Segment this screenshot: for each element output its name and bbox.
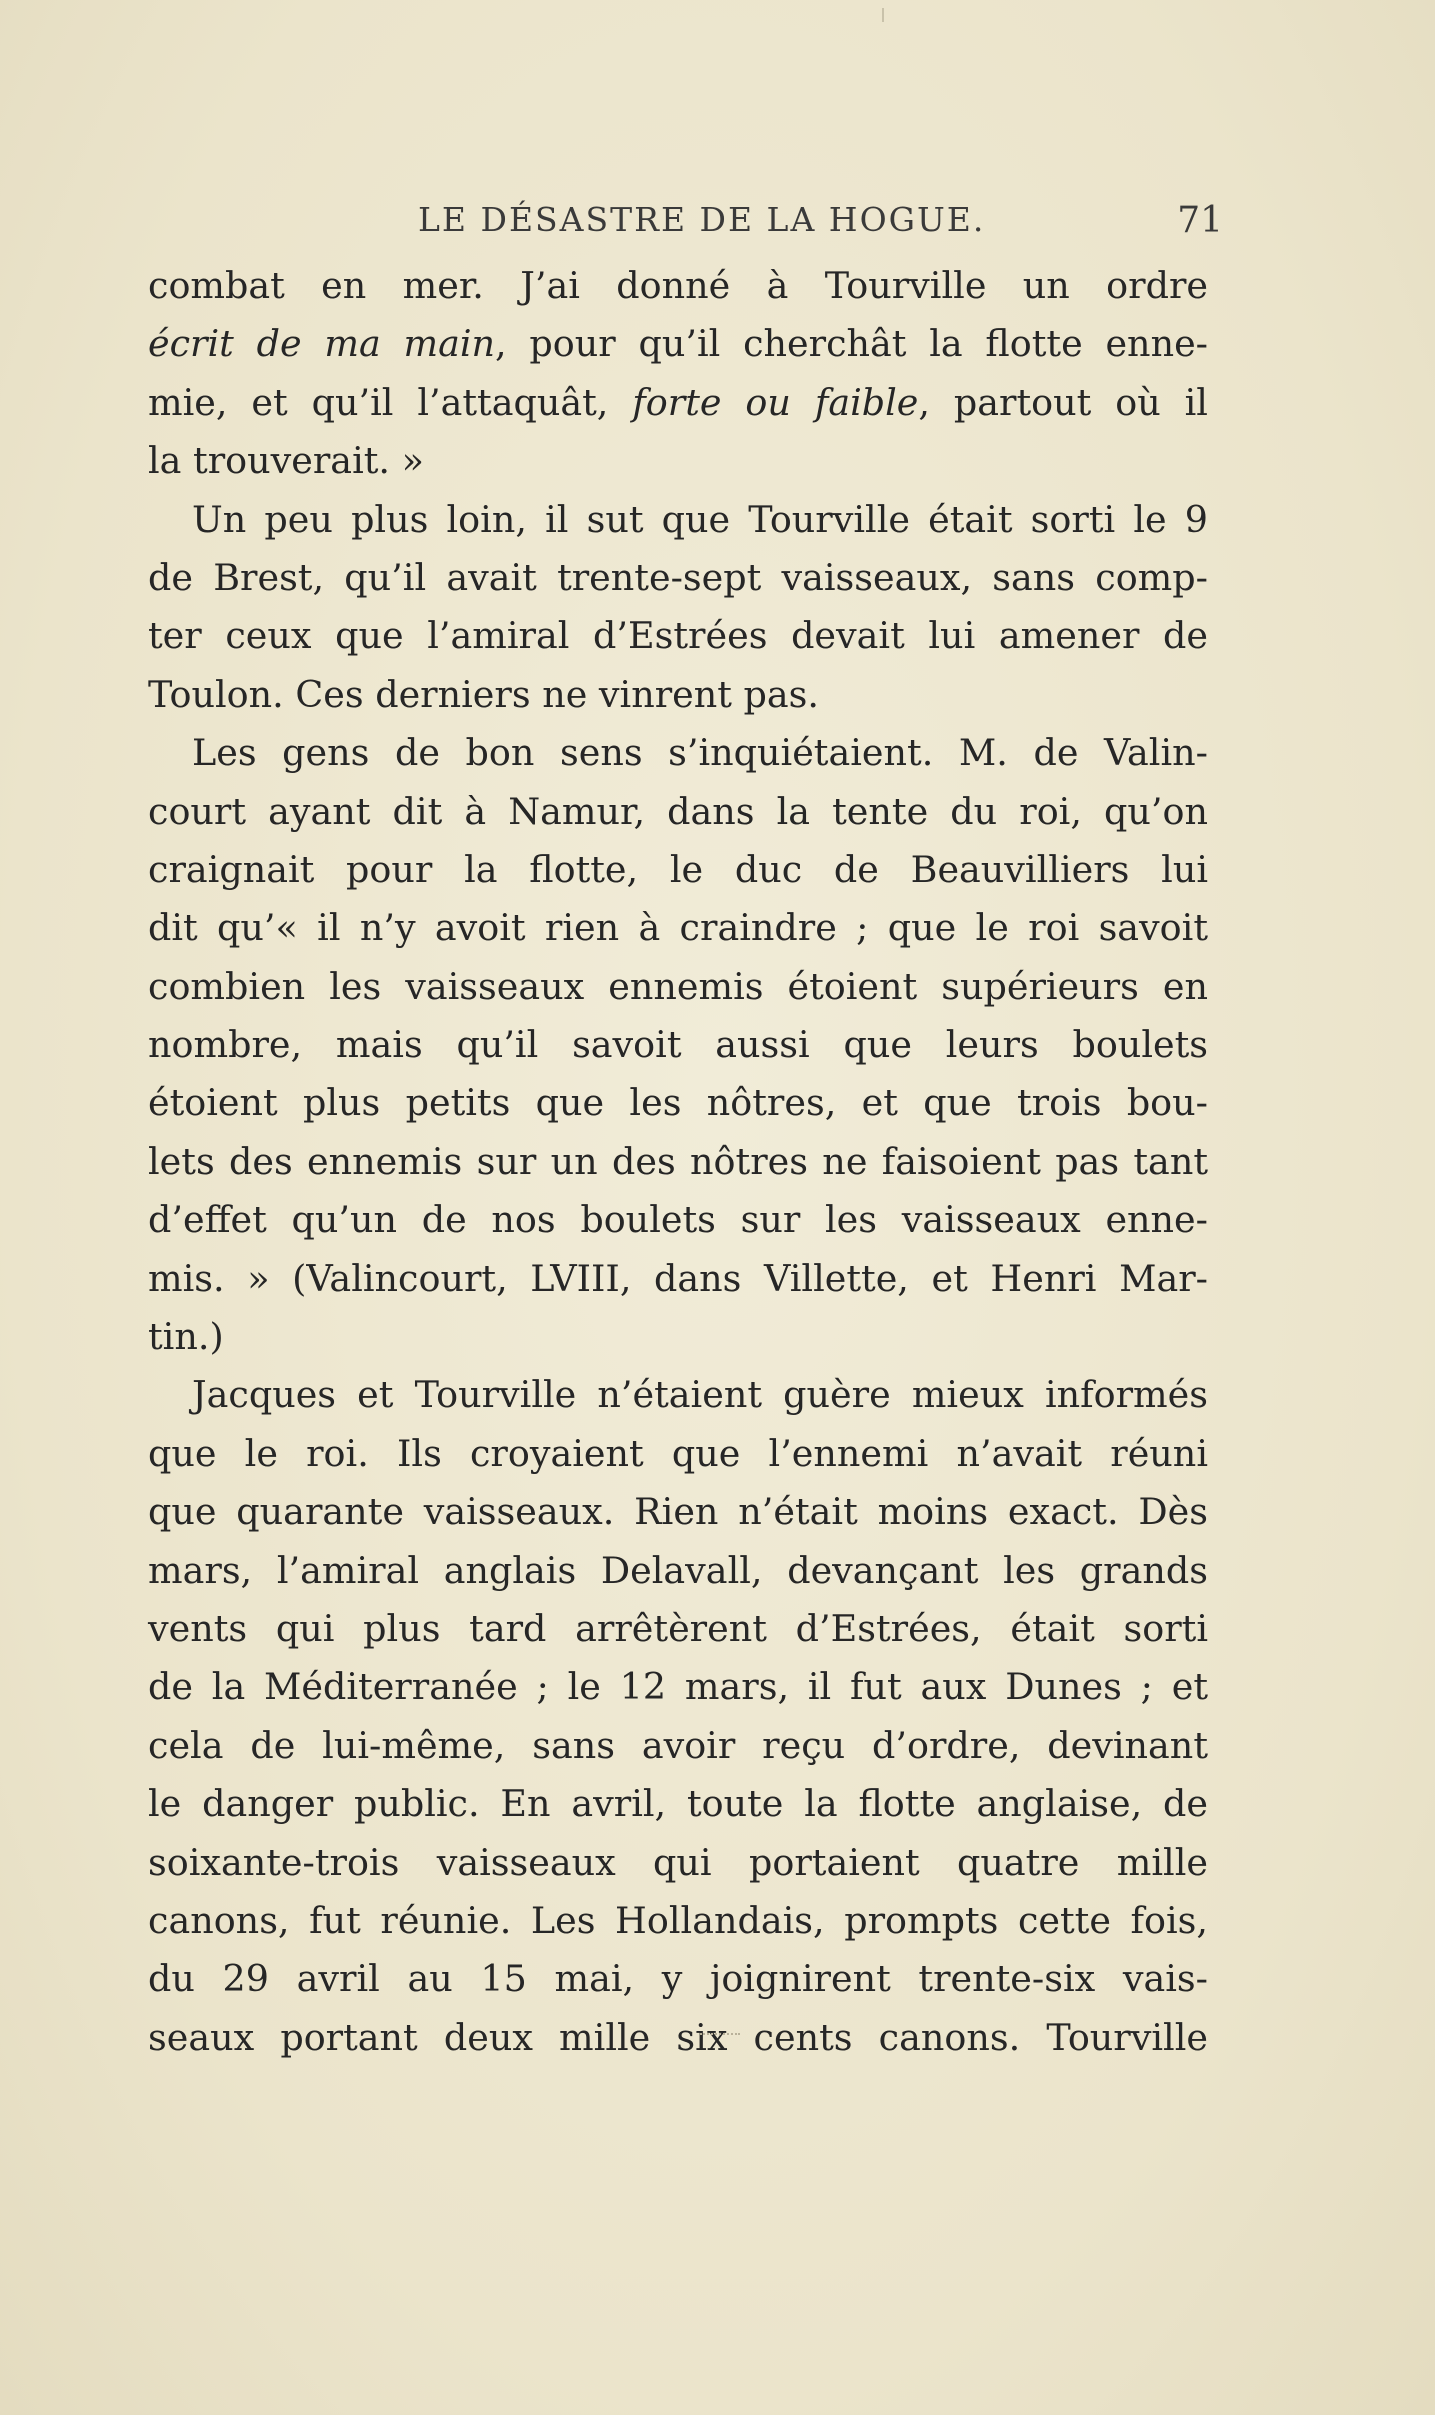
- text-line: court ayant dit à Namur, dans la tente du roi, qu’on: [148, 789, 1208, 833]
- text-line: Les gens de bon sens s’inquiétaient. M. de Valin-: [192, 731, 1208, 775]
- text-line: du 29 avril au 15 mai, y joignirent trente-six vais-: [148, 1957, 1208, 2001]
- page-number: 71: [1177, 200, 1223, 241]
- text-line: mie, et qu’il l’attaquât, forte ou faible, partout où il: [148, 380, 1208, 424]
- text-line: combien les vaisseaux ennemis étoient supérieurs en: [148, 964, 1208, 1008]
- page-footer-mark: [700, 2033, 740, 2037]
- text-line: que quarante vaisseaux. Rien n’était moins exact. Dès: [148, 1490, 1208, 1534]
- text-line: de Brest, qu’il avait trente-sept vaisseaux, sans comp-: [148, 555, 1208, 599]
- text-line: seaux portant deux mille six cents canons. Tourville: [148, 2015, 1208, 2059]
- text-line: ter ceux que l’amiral d’Estrées devait lui amener de: [148, 614, 1208, 658]
- text-line: de la Méditerranée ; le 12 mars, il fut aux Dunes ; et: [148, 1665, 1208, 1709]
- text-line: que le roi. Ils croyaient que l’ennemi n’avait réuni: [148, 1431, 1208, 1475]
- text-line: mars, l’amiral anglais Delavall, devançant les grands: [148, 1548, 1208, 1592]
- text-line: cela de lui-même, sans avoir reçu d’ordre, devinant: [148, 1723, 1208, 1767]
- text-line: nombre, mais qu’il savoit aussi que leurs boulets: [148, 1023, 1208, 1067]
- text-line: soixante-trois vaisseaux qui portaient quatre mille: [148, 1840, 1208, 1884]
- text-line: écrit de ma main, pour qu’il cherchât la flotte enne-: [148, 322, 1209, 366]
- emphasis-text: écrit de ma main: [148, 322, 496, 366]
- text-line: craignait pour la flotte, le duc de Beauvilliers lui: [148, 847, 1208, 891]
- text-line: d’effet qu’un de nos boulets sur les vaisseaux enne-: [148, 1198, 1208, 1242]
- text-line: combat en mer. J’ai donné à Tourville un ordre: [148, 264, 1208, 307]
- text-line: Jacques et Tourville n’étaient guère mieux informés: [192, 1373, 1208, 1417]
- text-line: lets des ennemis sur un des nôtres ne faisoient pas tant: [148, 1139, 1208, 1183]
- paper-mark: [882, 8, 884, 22]
- emphasis-text: forte ou faible: [632, 380, 919, 424]
- text-line: mis. » (Valincourt, LVIII, dans Villette, et Henri Mar-: [148, 1256, 1208, 1300]
- text-line: dit qu’« il n’y avoit rien à craindre ; que le roi savoit: [148, 906, 1208, 950]
- page-header: [148, 188, 1223, 248]
- text-line: canons, fut réunie. Les Hollandais, prompts cette fois,: [148, 1898, 1208, 1942]
- text-line: le danger public. En avril, toute la flotte anglaise, de: [148, 1782, 1208, 1826]
- body-text: [148, 257, 1208, 2067]
- text-line: Un peu plus loin, il sut que Tourville était sorti le 9: [192, 497, 1208, 541]
- text-line: tin.): [148, 1315, 224, 1359]
- running-head: LE DÉSASTRE DE LA HOGUE.: [418, 200, 986, 239]
- text-line: vents qui plus tard arrêtèrent d’Estrées, était sorti: [148, 1606, 1208, 1650]
- text-line: la trouverait. »: [148, 439, 424, 483]
- text-line: Toulon. Ces derniers ne vinrent pas.: [148, 672, 819, 716]
- text-line: étoient plus petits que les nôtres, et que trois bou-: [148, 1081, 1208, 1125]
